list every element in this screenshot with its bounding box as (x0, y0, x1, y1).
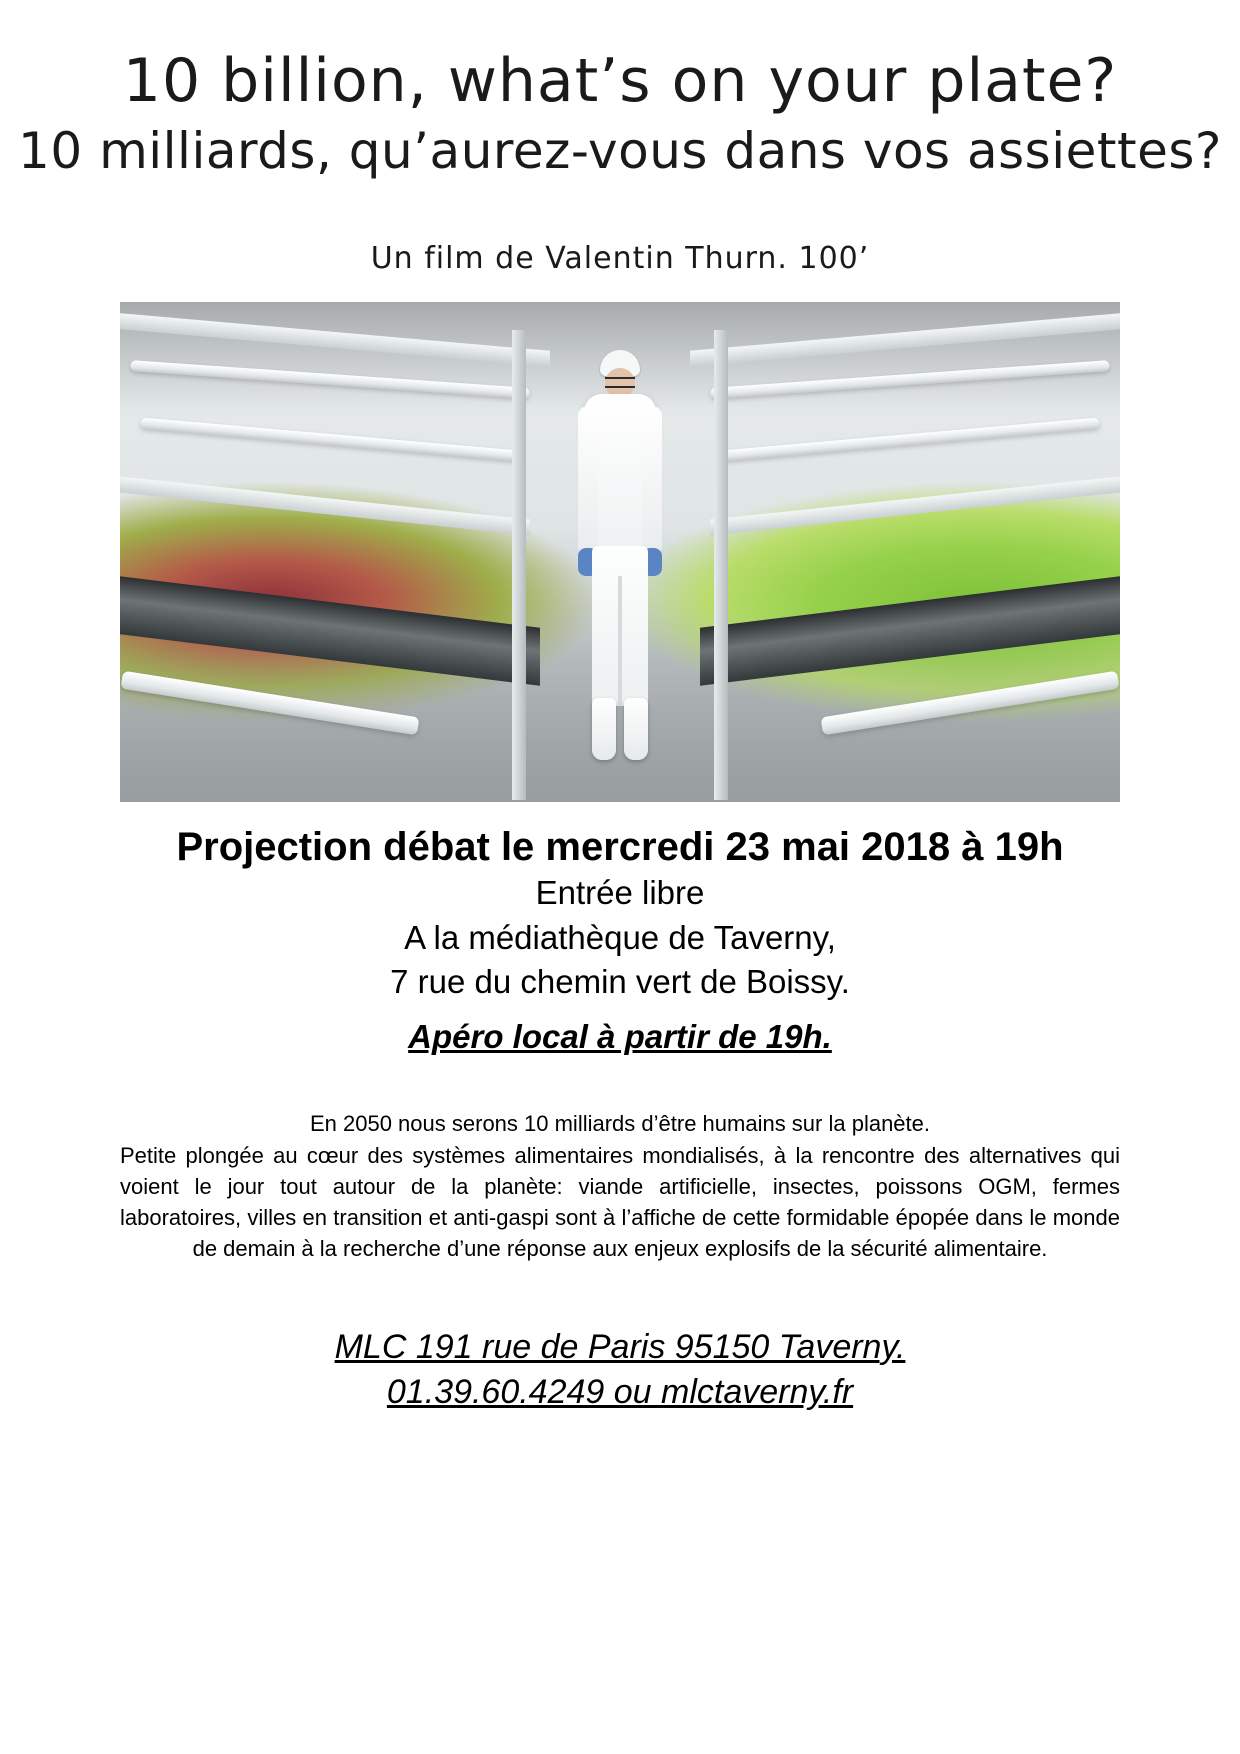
poster-image (120, 302, 1120, 802)
worker-boot-left (592, 698, 616, 760)
shelf-rail (120, 476, 530, 535)
title-block (0, 0, 1240, 181)
vertical-farm-photo (120, 302, 1120, 802)
light-tube (720, 417, 1100, 461)
synopsis (120, 1108, 1120, 1264)
event-admission: Entrée libre (535, 873, 705, 911)
worker-boot-right (624, 698, 648, 760)
farm-worker (572, 350, 668, 798)
event-details (0, 824, 1240, 1057)
worker-arm-left (578, 406, 598, 556)
light-tube (710, 360, 1110, 399)
organizer-contact[interactable]: 01.39.60.4249 ou mlctaverny.fr (386, 1373, 854, 1412)
event-venue: A la médiathèque de Taverny, (404, 918, 836, 956)
growing-trough (700, 576, 1120, 686)
organizer-address: MLC 191 rue de Paris 95150 Taverny. (334, 1327, 906, 1366)
event-address: 7 rue du chemin vert de Boissy. (390, 963, 850, 1001)
film-credit: Un film de Valentin Thurn. 100’ (370, 240, 870, 276)
light-tube (820, 670, 1119, 735)
organizer-footer (0, 1325, 1240, 1417)
worker-arm-right (642, 406, 662, 556)
shelf-rail (690, 313, 1120, 367)
page-title-french: 10 milliards, qu’aurez-vous dans vos assiettes? (18, 122, 1222, 181)
event-headline: Projection débat le mercredi 23 mai 2018 à 19h (176, 824, 1064, 869)
support-pillar (512, 330, 526, 800)
synopsis-body: Petite plongée au cœur des systèmes alimentaires mondialisés, à la rencontre des alternatives qui voient le jour tout autour de la planète: viande artificielle, insectes, poissons OGM, fermes laboratoires, villes en transition et anti-gaspi sont à l’affiche de cette formidable épopée dans le monde de demain à la recherche d’une réponse aux enjeux explosifs de la sécurité alimentaire. (120, 1142, 1120, 1262)
support-pillar (714, 330, 728, 800)
page-title-english: 10 billion, what’s on your plate? (122, 46, 1118, 116)
shelf-rail (120, 313, 550, 367)
growing-trough (120, 576, 540, 686)
light-tube (130, 360, 530, 399)
worker-glasses (605, 377, 635, 388)
synopsis-first-line: En 2050 nous serons 10 milliards d’être humains sur la planète. (309, 1111, 931, 1137)
event-apero-note: Apéro local à partir de 19h. (408, 1018, 832, 1056)
shelf-rail (710, 476, 1120, 535)
worker-legs (592, 546, 648, 706)
light-tube (120, 670, 419, 735)
light-tube (140, 417, 520, 461)
